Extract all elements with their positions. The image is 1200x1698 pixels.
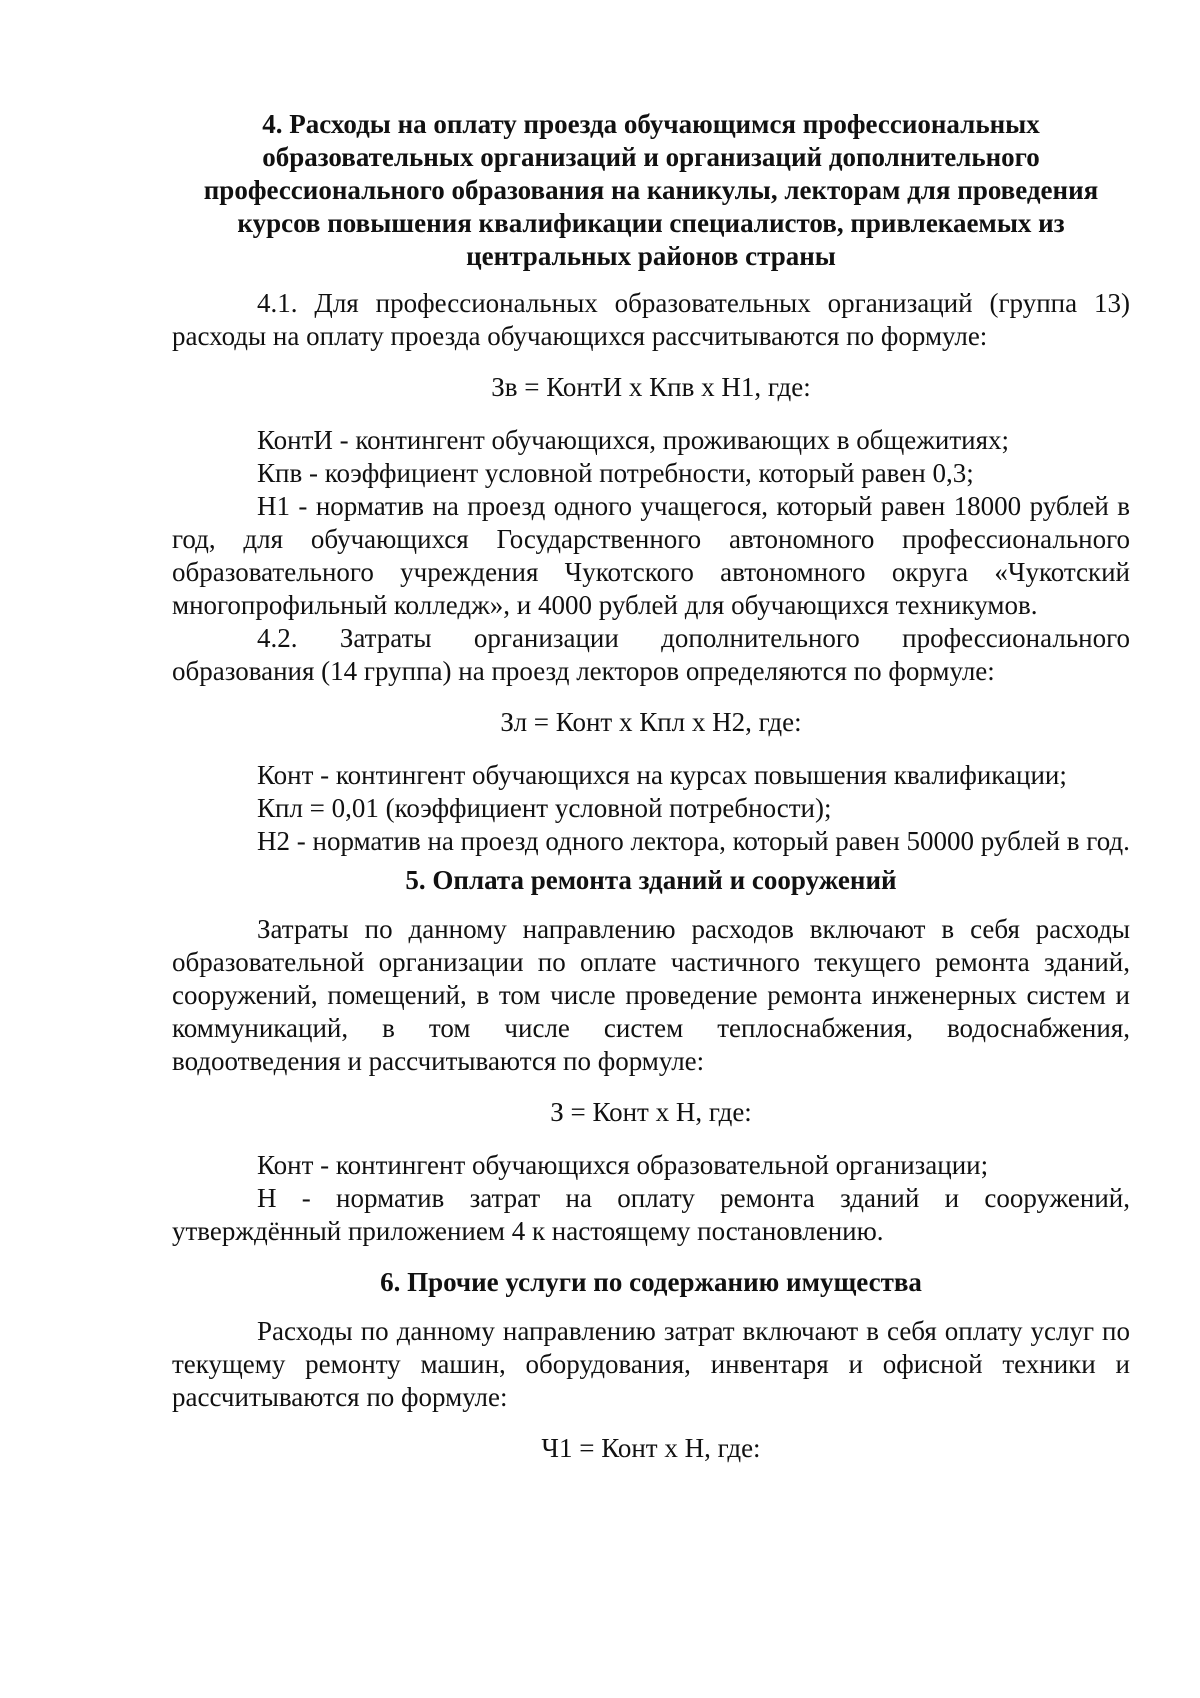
section-6-heading: 6. Прочие услуги по содержанию имущества <box>380 1267 922 1297</box>
formula-z: З = Конт х Н, где: <box>550 1097 752 1127</box>
formula-ch1: Ч1 = Конт х Н, где: <box>541 1433 761 1463</box>
document-page <box>172 108 1130 1485</box>
section-5-paragraph: Затраты по данному направлению расходов включают в себя расходы образовательной организации по оплате частичного текущего ремонта зданий, сооружений, помещений, в том числе проведение ремонта инженерных систем и коммуникаций, в том числе систем теплоснабжения, водоснабжения, водоотведения и рассчитываются по формуле: <box>172 914 1130 1076</box>
definition-kont-courses: Конт - контингент обучающихся на курсах повышения квалификации; <box>257 760 1067 790</box>
definition-n1: Н1 - норматив на проезд одного учащегося, который равен 18000 рублей в год, для обучающихся Государственного автономного профессионального образовательного учреждения Чукотского автономного округа «Чукотский многопрофильный колледж», и 4000 рублей для обучающихся техникумов. <box>172 491 1130 620</box>
definition-kont-org: Конт - контингент обучающихся образовательной организации; <box>257 1150 989 1180</box>
section-4-2-paragraph: 4.2. Затраты организации дополнительного профессионального образования (14 группа) на проезд лекторов определяются по формуле: <box>172 623 1130 686</box>
section-4-1-paragraph: 4.1. Для профессиональных образовательных организаций (группа 13) расходы на оплату проезда обучающихся рассчитываются по формуле: <box>172 288 1130 351</box>
formula-zl: Зл = Конт х Кпл х Н2, где: <box>500 707 802 737</box>
definition-kpv: Кпв - коэффициент условной потребности, который равен 0,3; <box>257 458 974 488</box>
section-5-heading: 5. Оплата ремонта зданий и сооружений <box>405 865 897 895</box>
definition-konti: КонтИ - контингент обучающихся, проживающих в общежитиях; <box>257 425 1010 455</box>
section-4-heading: 4. Расходы на оплату проезда обучающимся профессиональных образовательных организаций и организаций дополнительного профессионального образования на каникулы, лекторам для проведения курсов повышения квалификации специалистов, привлекаемых из центральных районов страны <box>203 109 1099 271</box>
definition-n2: Н2 - норматив на проезд одного лектора, который равен 50000 рублей в год. <box>257 826 1130 856</box>
definition-kpl: Кпл = 0,01 (коэффициент условной потребности); <box>257 793 832 823</box>
formula-zv: Зв = КонтИ х Кпв х Н1, где: <box>491 372 811 402</box>
definition-n-repair: Н - норматив затрат на оплату ремонта зданий и сооружений, утверждённый приложением 4 к настоящему постановлению. <box>172 1183 1130 1246</box>
section-6-paragraph: Расходы по данному направлению затрат включают в себя оплату услуг по текущему ремонту машин, оборудования, инвентаря и офисной техники и рассчитываются по формуле: <box>172 1316 1130 1412</box>
